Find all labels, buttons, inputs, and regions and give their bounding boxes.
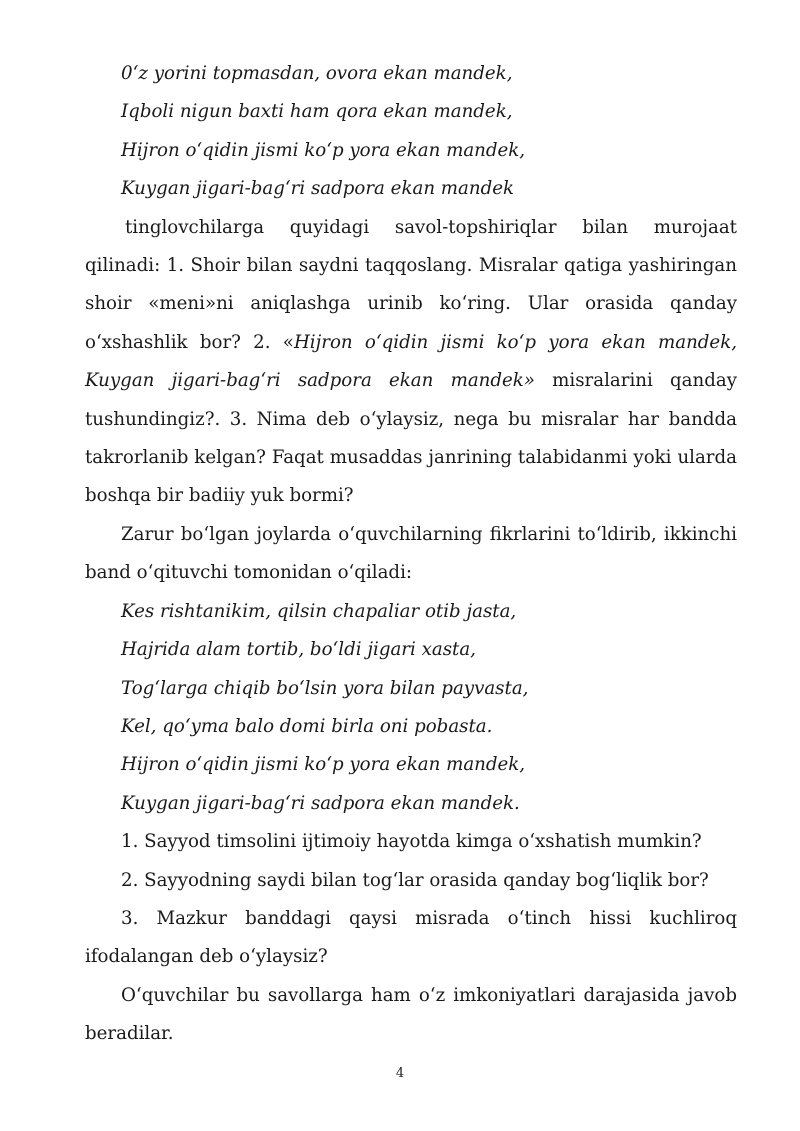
- verse-line: Kel, qo‘yma balo domi birla oni pobasta.: [121, 715, 493, 737]
- verse-line: Tog‘larga chiqib bo‘lsin yora bilan payvasta,: [121, 677, 529, 699]
- paragraph-intro: Zarur bo‘lgan joylarda o‘quvchilarning fikrlarini to‘ldirib, ikkinchi band o‘qituvchi tomonidan o‘qiladi:: [85, 523, 737, 584]
- paragraph-text: tinglovchilarga quyidagi savol-topshiriqlar bilan murojaat qilinadi: 1. Shoir bilan saydni taqqoslang. Misralar qatiga yashiringan shoir «meni»ni aniqlashga urinib ko‘ring. Ular orasida qanday o‘xshashlik bor? 2. «: [85, 216, 737, 353]
- question-item: 3. Mazkur banddagi qaysi misrada o‘tinch hissi kuchliroq ifodalangan deb o‘ylaysiz?: [85, 907, 737, 968]
- verse-line: Iqboli nigun baxti ham qora ekan mandek,: [121, 101, 513, 123]
- verse-line: Kuygan jigari-bag‘ri sadpora ekan mandek: [121, 178, 515, 200]
- paragraph-conclusion: O‘quvchilar bu savollarga ham o‘z imkoniyatlari darajasida javob beradilar.: [85, 984, 737, 1045]
- verse-line: Hijron o‘qidin jismi ko‘p yora ekan mandek,: [121, 139, 526, 161]
- paragraph-questions: [85, 209, 737, 516]
- verse-line: Kuygan jigari-bag‘ri sadpora ekan mandek.: [121, 792, 520, 814]
- verse-line: 0‘z yorini topmasdan, ovora ekan mandek,: [121, 63, 513, 84]
- question-item: 1. Sayyod timsolini ijtimoiy hayotda kimga o‘xshatish mumkin?: [121, 831, 702, 853]
- verse-line: Kes rishtanikim, qilsin chapaliar otib jasta,: [121, 600, 517, 622]
- verse-line: Hajrida alam tortib, bo‘ldi jigari xasta,: [121, 639, 476, 661]
- quoted-verse: Hijron o‘qidin jismi ko‘p yora ekan mandek, Kuygan jigari-bag‘ri sadpora ekan mandek»: [85, 331, 737, 392]
- verse-line: Hijron o‘qidin jismi ko‘p yora ekan mandek,: [121, 754, 526, 776]
- paragraph-text: misralarini qanday tushundingiz?. 3. Nima deb o‘ylaysiz, nega bu misralar har bandda takrorlanib kelgan? Faqat musaddas janrining talabidanmi yoki ularda boshqa bir badiiy yuk bormi?: [85, 370, 737, 507]
- page-number: 4: [395, 1066, 405, 1081]
- question-item: 2. Sayyodning saydi bilan tog‘lar orasida qanday bog‘liqlik bor?: [121, 869, 709, 891]
